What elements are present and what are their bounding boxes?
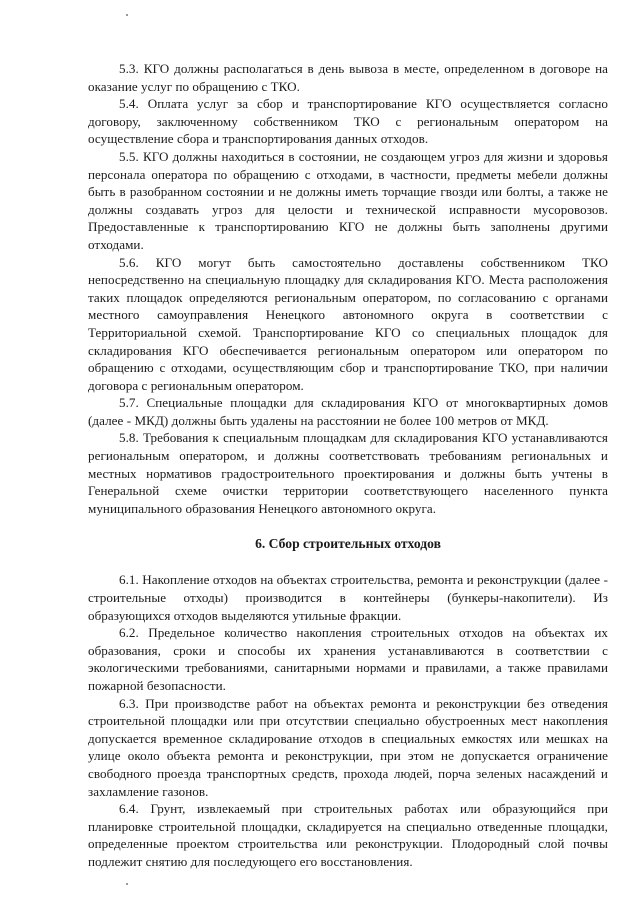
scan-speck xyxy=(126,883,128,885)
paragraph-5-5: 5.5. КГО должны находиться в состоянии, не создающем угроз для жизни и здоровья персонала оператора по обращению с отходами, в частности, предметы мебели должны быть в разобранном состоянии и не должны иметь торчащие гвозди или болты, а также не должны создавать угроз для целости и технической исправности мусоровозов. Предоставленные к транспортированию КГО не должны быть заполнены другими отходами. xyxy=(88,148,608,252)
section-6-heading: 6. Сбор строительных отходов xyxy=(255,536,441,552)
paragraph-6-2: 6.2. Предельное количество накопления строительных отходов на объектах их образования, сроки и способы их хранения устанавливаются в соответствии с экологическими требованиями, санитарными нормами и правилами, а также правилами пожарной безопасности. xyxy=(88,625,608,693)
paragraph-5-4: 5.4. Оплата услуг за сбор и транспортирование КГО осуществляется согласно договору, заключенному собственником ТКО с региональным оператором на осуществление сбора и транспортирования данных отходов. xyxy=(88,96,608,147)
paragraph-6-1: 6.1. Накопление отходов на объектах строительства, ремонта и реконструкции (далее - строительные отходы) производится в контейнеры (бункеры-накопители). Из образующихся отходов выделяются утильные фракции. xyxy=(88,572,608,623)
scan-speck xyxy=(126,14,128,16)
paragraph-6-4: 6.4. Грунт, извлекаемый при строительных работах или образующийся при планировке строительной площадки, складируется на специально отведенные площадки, определенные проектом строительства или реконструкции. Плодородный слой почвы подлежит снятию для последующего его восстановления. xyxy=(88,801,608,869)
paragraph-5-8: 5.8. Требования к специальным площадкам для складирования КГО устанавливаются региональным оператором, и должны соответствовать требованиям региональных и местных нормативов градостроительного проектирования и должны быть учтены в Генеральной схеме очистки территории соответствующего населенного пункта муниципального образования Ненецкого автономного округа. xyxy=(88,430,608,516)
paragraph-5-6: 5.6. КГО могут быть самостоятельно доставлены собственником ТКО непосредственно на специальную площадку для складирования КГО. Места расположения таких площадок определяются региональным оператором, по согласованию с органами местного самоуправления Ненецкого автономного округа в соответствии с Территориальной схемой. Транспортирование КГО со специальных площадок для складирования КГО обеспечивается региональным оператором или оператором по обращению с отходами, осуществляющим сбор и транспортирование ТКО, при наличии договора с региональным оператором. xyxy=(88,254,608,393)
paragraph-5-3: 5.3. КГО должны располагаться в день вывоза в месте, определенном в договоре на оказание услуг по обращению с ТКО. xyxy=(88,61,608,94)
paragraph-5-7: 5.7. Специальные площадки для складирования КГО от многоквартирных домов (далее - МКД) должны быть удалены на расстоянии не более 100 метров от МКД. xyxy=(88,395,608,428)
paragraph-6-3: 6.3. При производстве работ на объектах ремонта и реконструкции без отведения строительной площадки или при отсутствии специально обустроенных мест накопления допускается временное складирование отходов в специальных емкостях или мешках на улице около объекта ремонта и реконструкции, при этом не допускается ограничение свободного проезда транспортных средств, прохода людей, порча зеленых насаждений и захламление газонов. xyxy=(88,695,608,799)
